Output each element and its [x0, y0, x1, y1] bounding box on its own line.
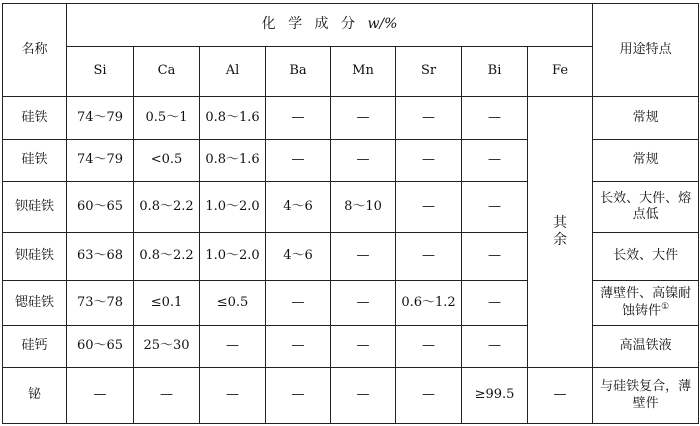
cell-bi: — [462, 182, 528, 233]
table-row [3, 368, 699, 424]
header-composition [67, 4, 593, 47]
cell-use: 常规 [593, 140, 699, 182]
table-row [3, 182, 699, 233]
cell-al: ≤0.5 [200, 281, 266, 326]
cell-ca: 0.8～2.2 [134, 182, 200, 233]
cell-sr: — [396, 182, 462, 233]
cell-fe: — [528, 368, 593, 424]
row-name: 钡硅铁 [3, 233, 67, 281]
cell-bi: — [462, 97, 528, 140]
fe-char-2: 余 [553, 232, 568, 248]
cell-mn: — [331, 368, 396, 424]
header-ca: Ca [134, 47, 200, 97]
cell-ca: — [134, 368, 200, 424]
cell-ca: 0.5～1 [134, 97, 200, 140]
cell-si: 63～68 [67, 233, 134, 281]
header-bi: Bi [462, 47, 528, 97]
cell-mn: 8～10 [331, 182, 396, 233]
cell-ba: — [266, 140, 331, 182]
cell-si: 74～79 [67, 97, 134, 140]
footnote-marker: ① [661, 302, 670, 313]
cell-al: — [200, 368, 266, 424]
cell-bi: — [462, 140, 528, 182]
row-name: 硅铁 [3, 140, 67, 182]
header-al: Al [200, 47, 266, 97]
row-name: 硅铁 [3, 97, 67, 140]
row-name: 铋 [3, 368, 67, 424]
cell-mn: — [331, 281, 396, 326]
cell-use [593, 281, 699, 326]
cell-use-text: 薄壁件、高镍耐蚀铸件 [600, 286, 692, 319]
cell-bi: — [462, 281, 528, 326]
cell-use: 常规 [593, 97, 699, 140]
row-name: 锶硅铁 [3, 281, 67, 326]
row-name: 硅钙 [3, 326, 67, 368]
cell-ca: <0.5 [134, 140, 200, 182]
cell-use: 与硅铁复合，薄壁件 [593, 368, 699, 424]
header-ba: Ba [266, 47, 331, 97]
cell-al: — [200, 326, 266, 368]
cell-al: 0.8～1.6 [200, 97, 266, 140]
table-row [3, 97, 699, 140]
cell-ca: ≤0.1 [134, 281, 200, 326]
cell-fe-merged [528, 97, 593, 368]
cell-al: 1.0～2.0 [200, 182, 266, 233]
cell-mn: — [331, 140, 396, 182]
table-row [3, 326, 699, 368]
cell-si: 74～79 [67, 140, 134, 182]
cell-ba: — [266, 368, 331, 424]
cell-ca: 0.8～2.2 [134, 233, 200, 281]
cell-ca: 25～30 [134, 326, 200, 368]
cell-sr: — [396, 233, 462, 281]
cell-ba: 4～6 [266, 233, 331, 281]
cell-si: — [67, 368, 134, 424]
cell-ba: 4～6 [266, 182, 331, 233]
cell-al: 1.0～2.0 [200, 233, 266, 281]
cell-si: 60～65 [67, 182, 134, 233]
cell-sr: — [396, 97, 462, 140]
cell-bi: ≥99.5 [462, 368, 528, 424]
header-composition-text: 化 学 成 分 [261, 16, 359, 33]
header-use: 用途特点 [593, 4, 699, 97]
table-row [3, 281, 699, 326]
cell-sr: 0.6～1.2 [396, 281, 462, 326]
cell-sr: — [396, 368, 462, 424]
cell-use: 高温铁液 [593, 326, 699, 368]
header-mn: Mn [331, 47, 396, 97]
cell-mn: — [331, 326, 396, 368]
table-row [3, 233, 699, 281]
header-si: Si [67, 47, 134, 97]
cell-ba: — [266, 326, 331, 368]
row-name: 钡硅铁 [3, 182, 67, 233]
cell-mn: — [331, 97, 396, 140]
cell-use: 长效、大件、熔点低 [593, 182, 699, 233]
cell-bi: — [462, 326, 528, 368]
cell-si: 73～78 [67, 281, 134, 326]
cell-ba: — [266, 281, 331, 326]
header-sr: Sr [396, 47, 462, 97]
header-fe: Fe [528, 47, 593, 97]
composition-table [2, 3, 699, 424]
cell-al: 0.8～1.6 [200, 140, 266, 182]
cell-use: 长效、大件 [593, 233, 699, 281]
fe-char-1: 其 [553, 214, 568, 231]
cell-mn: — [331, 233, 396, 281]
header-composition-unit: w/% [367, 16, 398, 33]
cell-sr: — [396, 326, 462, 368]
cell-si: 60～65 [67, 326, 134, 368]
table-row [3, 140, 699, 182]
cell-ba: — [266, 97, 331, 140]
cell-sr: — [396, 140, 462, 182]
cell-bi: — [462, 233, 528, 281]
header-name: 名称 [3, 4, 67, 97]
